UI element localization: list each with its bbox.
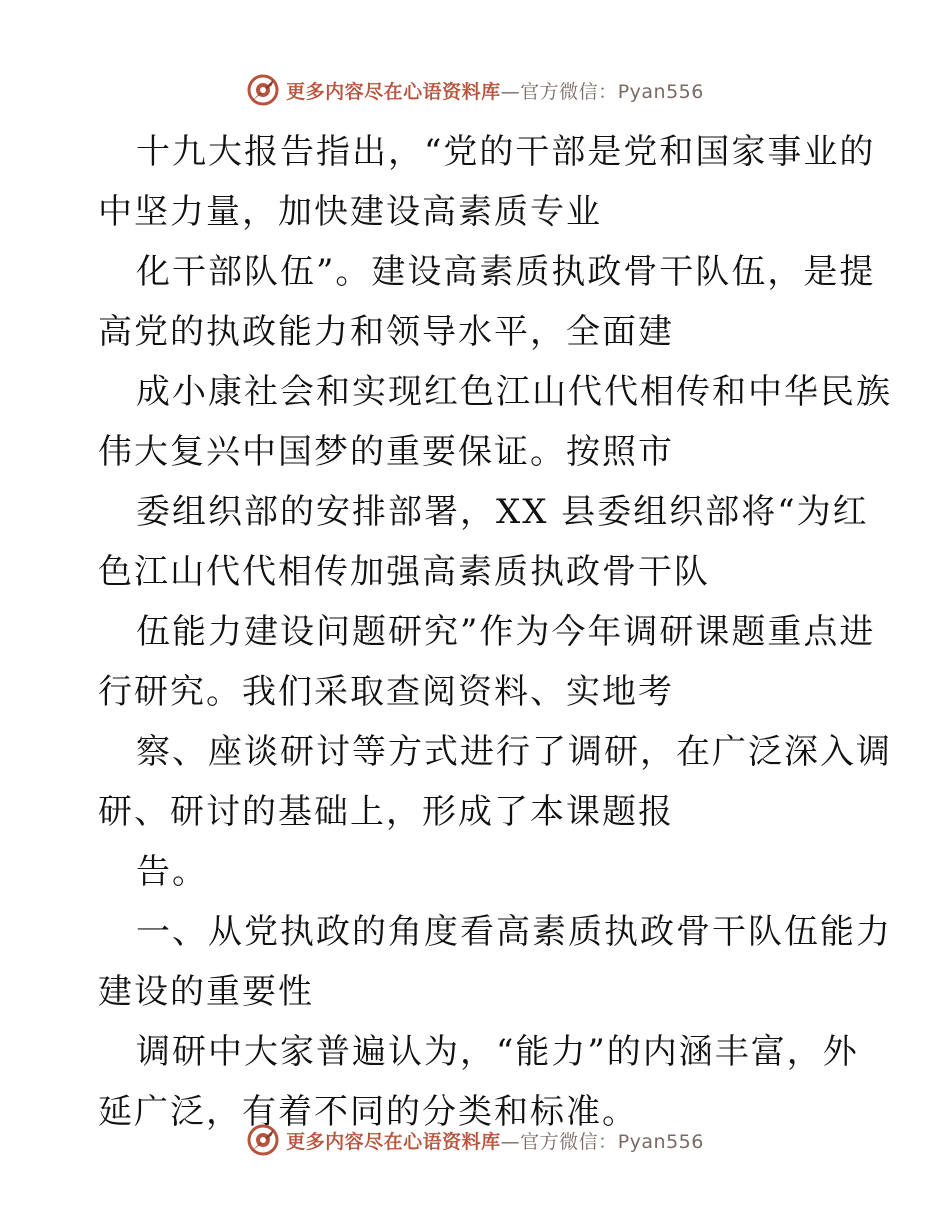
watermark-text	[286, 1127, 704, 1154]
text-line: 延广泛，有着不同的分类和标准。	[98, 1092, 638, 1132]
section-heading-line: 建设的重要性	[98, 972, 314, 1012]
text-line: 化干部队伍”。建设高素质执政骨干队伍，是提	[136, 252, 876, 292]
text-line: 中坚力量，加快建设高素质专业	[98, 192, 602, 232]
text-line: 研、研讨的基础上，形成了本课题报	[98, 792, 674, 832]
watermark-dash: —	[500, 1130, 521, 1153]
text-line: 委组织部的安排部署，XX 县委组织部将“为红	[136, 492, 869, 532]
watermark-tail: 官方微信：	[520, 1130, 618, 1153]
text-line: 成小康社会和实现红色江山代代相传和中华民族	[136, 372, 892, 412]
text-line: 伍能力建设问题研究”作为今年调研课题重点进	[136, 612, 876, 652]
text-line: 察、座谈研讨等方式进行了调研，在广泛深入调	[136, 732, 892, 772]
watermark-text	[286, 77, 704, 104]
section-heading-line: 一、从党执政的角度看高素质执政骨干队伍能力	[136, 912, 892, 952]
body-text	[98, 122, 892, 1142]
text-line: 伟大复兴中国梦的重要保证。按照市	[98, 432, 674, 472]
watermark-dash: —	[500, 80, 521, 103]
brand-logo-icon	[246, 1123, 280, 1157]
header-watermark	[0, 70, 950, 110]
watermark-tail: 官方微信：	[520, 80, 618, 103]
watermark-handle: Pyan556	[617, 1130, 704, 1153]
brand-logo-icon	[246, 73, 280, 107]
watermark-lead: 更多内容尽在心语资料库	[286, 80, 501, 103]
text-line: 告。	[136, 852, 208, 892]
text-line: 行研究。我们采取查阅资料、实地考	[98, 672, 674, 712]
watermark-handle: Pyan556	[617, 80, 704, 103]
text-line: 调研中大家普遍认为，“能力”的内涵丰富，外	[136, 1032, 859, 1072]
text-line: 高党的执政能力和领导水平，全面建	[98, 312, 674, 352]
text-line: 色江山代代相传加强高素质执政骨干队	[98, 552, 710, 592]
watermark-lead: 更多内容尽在心语资料库	[286, 1130, 501, 1153]
text-line: 十九大报告指出，“党的干部是党和国家事业的	[136, 132, 876, 172]
footer-watermark	[0, 1120, 950, 1160]
